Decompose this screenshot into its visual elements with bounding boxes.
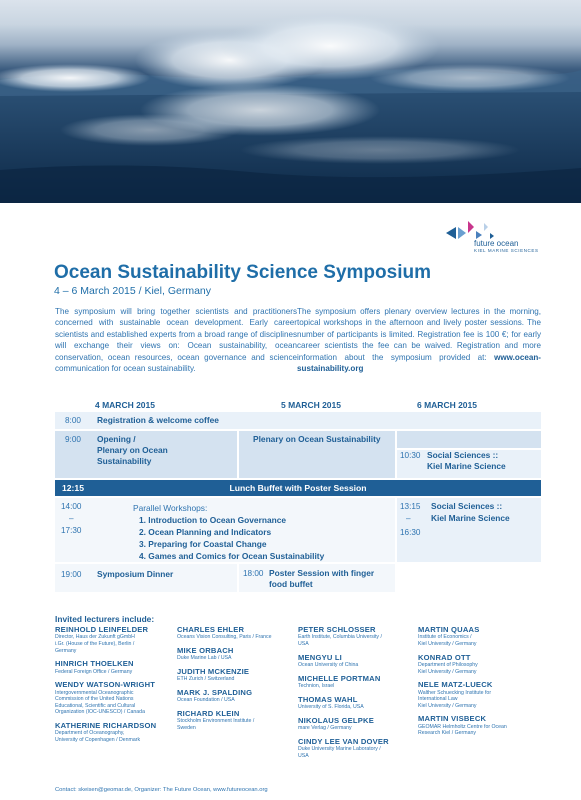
- lecturer-column: [298, 625, 418, 764]
- social-sciences-1-label-1: Social Sciences ::: [427, 450, 499, 460]
- lecturer-column: [418, 625, 538, 742]
- opening-label-1: Opening /: [97, 434, 136, 444]
- lecturer-name: NIKOLAUS GELPKE: [298, 715, 374, 725]
- lecturer-affiliation: Stockholm Environment Institute /: [177, 718, 255, 725]
- lecturer-affiliation: ETH Zurich / Switzerland: [177, 676, 235, 683]
- logo-name: future ocean: [474, 239, 519, 248]
- social-sciences-2-dash: –: [406, 514, 411, 523]
- social-sciences-2-label-1: Social Sciences ::: [431, 501, 503, 511]
- lecturer-entry: [298, 653, 418, 669]
- day-header-3: 6 MARCH 2015: [417, 400, 477, 410]
- lecturer-name: CINDY LEE VAN DOVER: [298, 736, 389, 746]
- lecturer-affiliation: Earth Institute, Columbia University /: [298, 634, 382, 641]
- lecturer-affiliation: Walther Schuecking Institute for: [418, 689, 492, 696]
- lecturer-name: REINHOLD LEINFELDER: [55, 625, 149, 634]
- lunch-bar: [55, 480, 541, 496]
- logo-subtitle: KIEL MARINE SCIENCES: [474, 248, 539, 253]
- workshops-dash: –: [69, 514, 74, 523]
- lecturer-affiliation: mare Verlag / Germany: [298, 725, 352, 731]
- lecturer-entry: [298, 625, 418, 648]
- lecturer-name: RICHARD KLEIN: [177, 709, 240, 718]
- lecturer-column: [177, 625, 297, 737]
- lecturer-name: THOMAS WAHL: [298, 694, 358, 704]
- date-location: 4 – 6 March 2015 / Kiel, Germany: [54, 285, 211, 297]
- lecturer-affiliation: Intergovernmental Oceanographic: [55, 689, 134, 696]
- lecturer-entry: [177, 667, 297, 683]
- day3-plenary-block: [397, 431, 541, 448]
- lecturer-entry: [55, 659, 175, 675]
- lecturer-name: MARK J. SPALDING: [177, 688, 253, 697]
- footer-contact: Contact: skeisen@geomar.de, Organizer: The Future Ocean, www.futureocean.org: [55, 787, 268, 793]
- workshops-end-time: 17:30: [61, 526, 82, 535]
- lecturer-affiliation: Duke University Marine Laboratory /: [298, 746, 381, 752]
- lecturer-affiliation: Educational, Scientific and Cultural: [55, 702, 136, 709]
- lecturer-affiliation: Research Kiel / Germany: [418, 730, 476, 737]
- lecturer-name: MARTIN VISBECK: [418, 714, 487, 724]
- lunch-label: Lunch Buffet with Poster Session: [229, 483, 367, 493]
- lecturer-affiliation: University of S. Florida, USA: [298, 704, 364, 710]
- intro-right-paragraph: [297, 306, 541, 374]
- lecturer-entry: [418, 714, 538, 737]
- workshop-item: 2. Ocean Planning and Indicators: [139, 527, 272, 537]
- page-title: Ocean Sustainability Science Symposium: [54, 262, 431, 283]
- day-header-1: 4 MARCH 2015: [95, 400, 155, 410]
- lecturer-column: [55, 625, 175, 749]
- workshop-item: 1. Introduction to Ocean Governance: [139, 515, 287, 525]
- website-link[interactable]: www.ocean-sustainability.org: [297, 352, 541, 374]
- lecturer-affiliation: University of Copenhagen / Denmark: [55, 736, 141, 743]
- opening-label-2: Plenary on Ocean: [97, 445, 168, 455]
- workshop-item: 3. Preparing for Coastal Change: [139, 539, 267, 549]
- lecturer-affiliation: Kiel University / Germany: [418, 702, 477, 709]
- lecturer-name: HINRICH THOELKEN: [55, 659, 134, 669]
- poster-label-1: Poster Session with finger: [269, 568, 375, 578]
- lecturer-entry: [177, 709, 297, 732]
- lecturer-affiliation: Kiel University / Germany: [418, 668, 477, 675]
- lecturer-entry: [177, 646, 297, 662]
- social-sciences-2-start-time: 13:15: [400, 502, 421, 511]
- lecturer-affiliation: Duke Marine Lab / USA: [177, 655, 232, 662]
- lecturer-entry: [298, 737, 418, 760]
- lecturer-entry: [55, 625, 175, 654]
- schedule-table: [55, 392, 541, 603]
- workshop-item: 4. Games and Comics for Ocean Sustainability: [139, 551, 325, 561]
- lecturer-name: MARTIN QUAAS: [418, 625, 480, 634]
- lecturer-affiliation: Department of Philosophy: [418, 662, 478, 668]
- lecturer-entry: [177, 688, 297, 704]
- lecturer-entry: [418, 625, 538, 648]
- lecturer-entry: [298, 695, 418, 711]
- lecturers-heading: Invited lecturers include:: [55, 614, 155, 624]
- lecturer-name: JUDITH MCKENZIE: [177, 667, 250, 676]
- lecturer-name: WENDY WATSON-WRIGHT: [55, 680, 156, 690]
- lecturer-affiliation: i.Gr. (House of the Future), Berlin /: [55, 641, 135, 647]
- intro-left-paragraph: The symposium will bring together scientists and practitioners concerned with sustainable ocean development. Early career scientists and established experts from a broad range of disciplines will exchange their views on: Ocean sustainability, ocean conservation, ocean resources, ocean governance and science communication for ocean sustainability.: [55, 307, 297, 374]
- lecturer-name: MIKE ORBACH: [177, 646, 234, 655]
- lecturer-affiliation: Federal Foreign Office / Germany: [55, 668, 133, 675]
- opening-label-3: Sustainability: [97, 456, 152, 466]
- lecturer-affiliation: Sweden: [177, 725, 196, 731]
- lecturer-name: PETER SCHLOSSER: [298, 625, 376, 634]
- registration-label: Registration & welcome coffee: [97, 415, 219, 425]
- lecturer-affiliation: Department of Oceanography,: [55, 730, 125, 737]
- lecturer-entry: [177, 625, 297, 641]
- lecturer-affiliation: USA: [298, 752, 309, 759]
- registration-time: 8:00: [65, 416, 81, 425]
- workshops-list: [133, 502, 324, 562]
- lecturer-affiliation: Technion, Israel: [298, 683, 335, 689]
- lecturer-affiliation: International Law: [418, 696, 458, 703]
- lecturer-entry: [55, 680, 175, 716]
- lecturer-name: KATHERINE RICHARDSON: [55, 720, 157, 730]
- workshops-heading: Parallel Workshops:: [133, 503, 208, 513]
- social-sciences-1-label-2: Kiel Marine Science: [427, 461, 506, 471]
- poster-label-2: food buffet: [269, 579, 313, 589]
- dinner-label: Symposium Dinner: [97, 569, 174, 579]
- lecturer-name: NELE MATZ-LUECK: [418, 680, 493, 690]
- lecturer-name: KONRAD OTT: [418, 652, 471, 662]
- lecturer-affiliation: GEOMAR Helmholtz Centre for Ocean: [418, 723, 507, 730]
- lecturer-name: MICHELLE PORTMAN: [298, 673, 381, 683]
- ocean-wave-illustration: [0, 0, 581, 203]
- day-header-2: 5 MARCH 2015: [281, 400, 341, 410]
- plenary-label: Plenary on Ocean Sustainability: [253, 434, 381, 444]
- social-sciences-2-end-time: 16:30: [400, 528, 421, 537]
- dinner-time: 19:00: [61, 570, 82, 579]
- lecturer-affiliation: Oceans Vision Consulting, Paris / France: [177, 634, 272, 641]
- lecturer-affiliation: USA: [298, 641, 309, 647]
- lecturer-name: CHARLES EHLER: [177, 625, 245, 634]
- lecturer-entry: [418, 680, 538, 709]
- lecturer-entry: [55, 721, 175, 744]
- lecturer-affiliation: Germany: [55, 647, 77, 654]
- lecturer-affiliation: Director, Haus der Zukunft gGmbH: [55, 634, 135, 641]
- social-sciences-2-label-2: Kiel Marine Science: [431, 513, 510, 523]
- lecturer-affiliation: Commission of the United Nations: [55, 696, 134, 703]
- lecturer-name: MENGYU LI: [298, 652, 342, 662]
- poster-time: 18:00: [243, 569, 264, 578]
- lecturer-affiliation: Kiel University / Germany: [418, 641, 477, 647]
- lecturer-affiliation: Ocean University of China: [298, 662, 359, 668]
- lunch-time: 12:15: [62, 483, 84, 493]
- workshops-start-time: 14:00: [61, 502, 82, 511]
- lecturer-entry: [418, 653, 538, 676]
- hero-ocean-image: [0, 0, 581, 203]
- opening-time: 9:00: [65, 435, 81, 444]
- lecturer-entry: [298, 674, 418, 690]
- lecturer-affiliation: Ocean Foundation / USA: [177, 697, 235, 704]
- social-sciences-1-time: 10:30: [400, 451, 421, 460]
- lecturer-entry: [298, 716, 418, 732]
- lecturer-affiliation: Institute of Economics /: [418, 634, 472, 641]
- lecturer-affiliation: Organization (IOC-UNESCO) / Canada: [55, 709, 145, 716]
- intro-right-text: The symposium offers plenary overview lectures in the morning, topical workshops in the afternoon and lively poster sessions. The number of participants is limited. Registration fee is 100 €; for early career scientists the fee can be waived. Registration and more information about the symposium provided at:: [297, 307, 541, 362]
